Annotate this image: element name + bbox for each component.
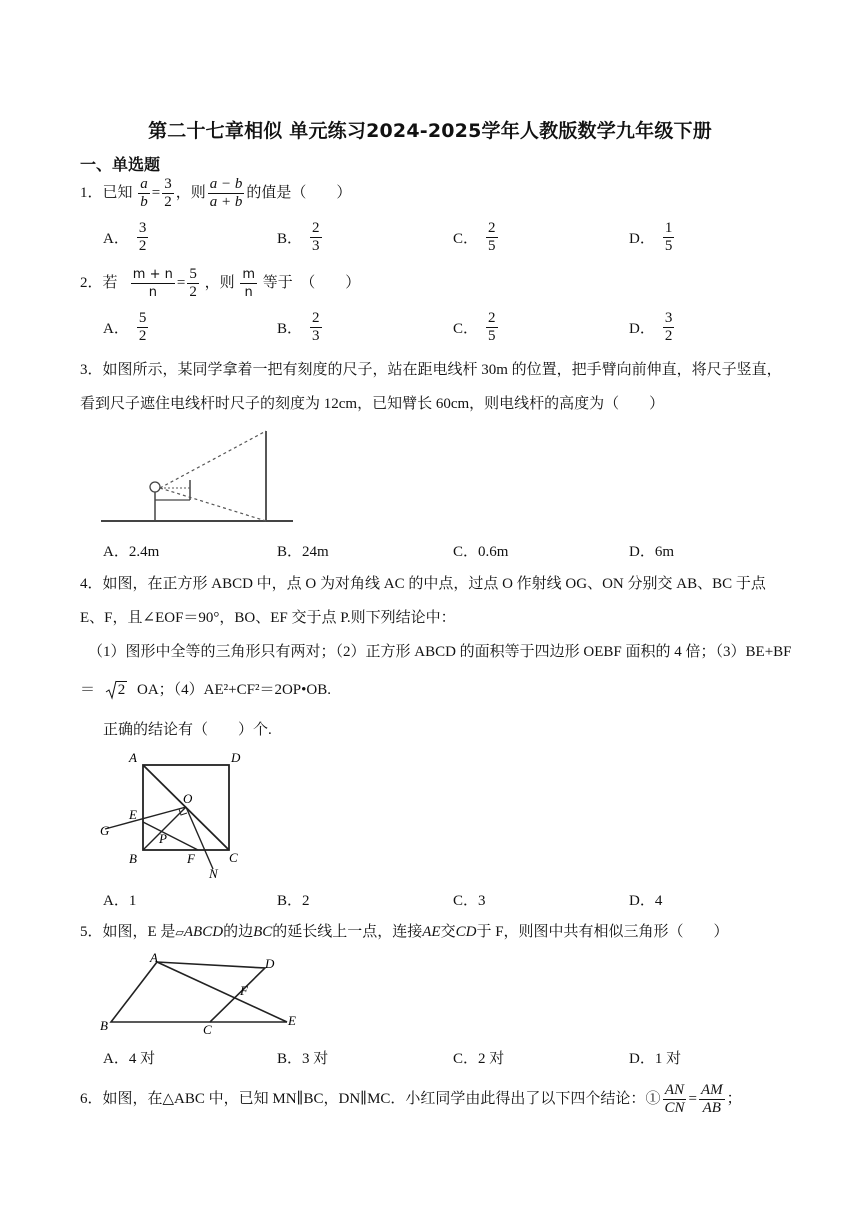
question-text: OA；（4）AE²+CF²＝2OP•OB.: [137, 682, 331, 698]
fraction: [187, 266, 199, 301]
question-4-line-1: 4．如图，在正方形 ABCD 中，点 O 为对角线 AC 的中点，过点 O 作射线 OG、ON 分别交 AB、BC 于点: [80, 576, 766, 592]
sight-line-bottom: [160, 488, 266, 521]
label-e: E: [129, 807, 137, 822]
option-b[interactable]: B．3 对: [277, 1051, 329, 1067]
denominator: 5: [488, 238, 496, 254]
numerator: 5: [138, 310, 147, 326]
label-d: D: [265, 956, 275, 971]
denominator: 2: [138, 238, 147, 254]
question-text: 等于 （ ）: [262, 274, 361, 291]
square-abcd-figure: [95, 745, 255, 880]
denominator: b: [140, 194, 148, 210]
math-term: CD: [455, 924, 477, 940]
fraction: [663, 220, 675, 255]
numerator: 3: [664, 310, 673, 326]
option-label: D．: [629, 231, 655, 247]
question-number: 2．: [80, 274, 103, 291]
option-b[interactable]: [277, 220, 324, 255]
option-label: C．: [453, 231, 479, 247]
question-text: 交: [440, 924, 456, 940]
question-4-line-4: [80, 680, 331, 700]
fraction: [208, 176, 245, 211]
option-b[interactable]: B．24m: [277, 544, 329, 560]
label-b: B: [100, 1018, 108, 1033]
question-text: 的值是（ ）: [246, 184, 352, 201]
equals-sign: =: [151, 184, 161, 201]
numerator: 3: [164, 176, 172, 192]
numerator: 2: [488, 220, 496, 236]
math-term: BC: [253, 924, 273, 940]
question-number: 1．: [80, 184, 103, 201]
section-heading: 一、单选题: [80, 155, 161, 174]
label-p: P: [159, 831, 167, 846]
fraction: [699, 1082, 725, 1117]
label-a: A: [150, 950, 158, 965]
fraction: [310, 310, 322, 345]
label-c: C: [203, 1022, 212, 1037]
numerator: m + n: [132, 267, 173, 282]
option-d[interactable]: D．6m: [629, 544, 675, 560]
fraction: [663, 310, 675, 345]
question-2: [80, 266, 360, 301]
radical-sign: [105, 680, 117, 700]
denominator: n: [244, 285, 253, 300]
fraction: [137, 310, 149, 345]
fraction: [138, 176, 150, 211]
math-term: ABCD: [183, 924, 224, 940]
numerator: 2: [312, 310, 320, 326]
question-3-line-1: 3．如图所示，某同学拿着一把有刻度的尺子，站在距电线杆 30m 的位置，把手臂向前伸直，将尺子竖直，: [80, 362, 782, 378]
fraction: [486, 220, 498, 255]
denominator: 2: [189, 284, 197, 300]
parallelogram-figure: [95, 950, 310, 1040]
numerator: 1: [664, 220, 673, 236]
radicand: 2: [117, 682, 126, 698]
fraction: [162, 176, 174, 211]
option-b[interactable]: [277, 310, 324, 345]
option-d[interactable]: D．1 对: [629, 1051, 682, 1067]
option-label: C．: [453, 321, 479, 337]
denominator: 3: [312, 238, 320, 254]
denominator: n: [148, 285, 157, 300]
equals-sign: =: [176, 274, 186, 291]
sight-line-top: [160, 431, 266, 488]
fraction: [310, 220, 322, 255]
option-d[interactable]: [629, 220, 676, 255]
numerator: AN: [664, 1082, 685, 1098]
option-label: A．: [103, 321, 129, 337]
numerator: a: [140, 176, 148, 192]
denominator: 2: [138, 328, 147, 344]
option-label: B．: [277, 231, 303, 247]
question-text: ；: [726, 1090, 742, 1107]
question-text: 5．如图，E 是: [80, 924, 176, 940]
denominator: AB: [702, 1100, 721, 1116]
option-c[interactable]: C．2 对: [453, 1051, 505, 1067]
numerator: 3: [138, 220, 147, 236]
question-text: ＝: [80, 682, 96, 698]
equals-sign: =: [688, 1090, 697, 1107]
question-text: 的延长线上一点，连接: [272, 924, 423, 940]
option-b[interactable]: B．2: [277, 893, 310, 909]
question-text: 6．如图，在△ABC 中，已知 MN∥BC，DN∥MC．小红同学由此得出了以下四个结论：: [80, 1090, 646, 1107]
question-4-line-2: E、F，且∠EOF＝90°，BO、EF 交于点 P.则下列结论中：: [80, 610, 456, 626]
numerator: a − b: [209, 176, 243, 192]
option-c[interactable]: C．3: [453, 893, 486, 909]
option-a[interactable]: [103, 220, 150, 255]
page-title: 第二十七章相似 单元练习2024-2025学年人教版数学九年级下册: [148, 120, 712, 142]
numerator: 5: [189, 266, 197, 282]
math-term: AE: [422, 924, 441, 940]
label-f: F: [240, 983, 248, 998]
numerator: m: [242, 267, 255, 282]
option-a[interactable]: A．2.4m: [103, 544, 160, 560]
fraction: [240, 266, 257, 301]
segment-ae: [157, 962, 287, 1022]
question-text: 的边: [223, 924, 254, 940]
option-a[interactable]: [103, 310, 150, 345]
parallelogram-symbol: ▱: [175, 927, 184, 939]
option-c[interactable]: C．0.6m: [453, 544, 509, 560]
question-text: ，则: [175, 184, 206, 201]
denominator: 2: [664, 328, 673, 344]
numerator: 2: [312, 220, 320, 236]
denominator: 5: [664, 238, 673, 254]
fraction: [486, 310, 498, 345]
numerator: AM: [700, 1082, 723, 1098]
option-d[interactable]: D．4: [629, 893, 663, 909]
question-text: 于 F，则图中共有相似三角形（ ）: [476, 924, 729, 940]
label-f: F: [187, 851, 195, 866]
ray-og: [105, 807, 186, 829]
denominator: 3: [312, 328, 320, 344]
option-label: A．: [103, 231, 129, 247]
square-root: [105, 680, 128, 700]
label-b: B: [129, 851, 137, 866]
label-n: N: [209, 866, 218, 880]
question-6: [80, 1082, 742, 1117]
question-text: 若: [102, 274, 118, 291]
option-a[interactable]: A．4 对: [103, 1051, 156, 1067]
denominator: 5: [488, 328, 496, 344]
pole-ruler-figure: [100, 428, 300, 528]
circled-number: ①: [645, 1090, 661, 1107]
option-label: D．: [629, 321, 655, 337]
fraction: [662, 1082, 686, 1117]
label-g: G: [100, 823, 110, 838]
denominator: 2: [164, 194, 172, 210]
numerator: 2: [488, 310, 496, 326]
observer-head: [150, 482, 160, 492]
question-text: ，则: [204, 274, 235, 291]
fraction: [131, 266, 175, 301]
option-c[interactable]: [453, 220, 500, 255]
fraction: [137, 220, 149, 255]
question-5: [80, 922, 729, 943]
question-text: 已知: [102, 184, 133, 201]
label-d: D: [231, 750, 241, 765]
denominator: a + b: [209, 194, 243, 210]
label-c: C: [229, 850, 238, 865]
denominator: CN: [664, 1100, 685, 1116]
label-o: O: [183, 791, 193, 806]
option-c[interactable]: [453, 310, 500, 345]
option-label: B．: [277, 321, 303, 337]
question-1: [80, 176, 351, 211]
segment-ef: [143, 822, 198, 850]
option-d[interactable]: [629, 310, 676, 345]
question-3-line-2: 看到尺子遮住电线杆时尺子的刻度为 12cm，已知臂长 60cm，则电线杆的高度为（ ）: [80, 396, 665, 412]
label-a: A: [129, 750, 137, 765]
question-4-line-5: 正确的结论有（ ）个.: [103, 722, 272, 738]
question-4-line-3: （1）图形中全等的三角形只有两对；（2）正方形 ABCD 的面积等于四边形 OEBF 面积的 4 倍；（3）BE+BF: [88, 644, 792, 660]
option-a[interactable]: A．1: [103, 893, 137, 909]
label-e: E: [288, 1013, 296, 1028]
